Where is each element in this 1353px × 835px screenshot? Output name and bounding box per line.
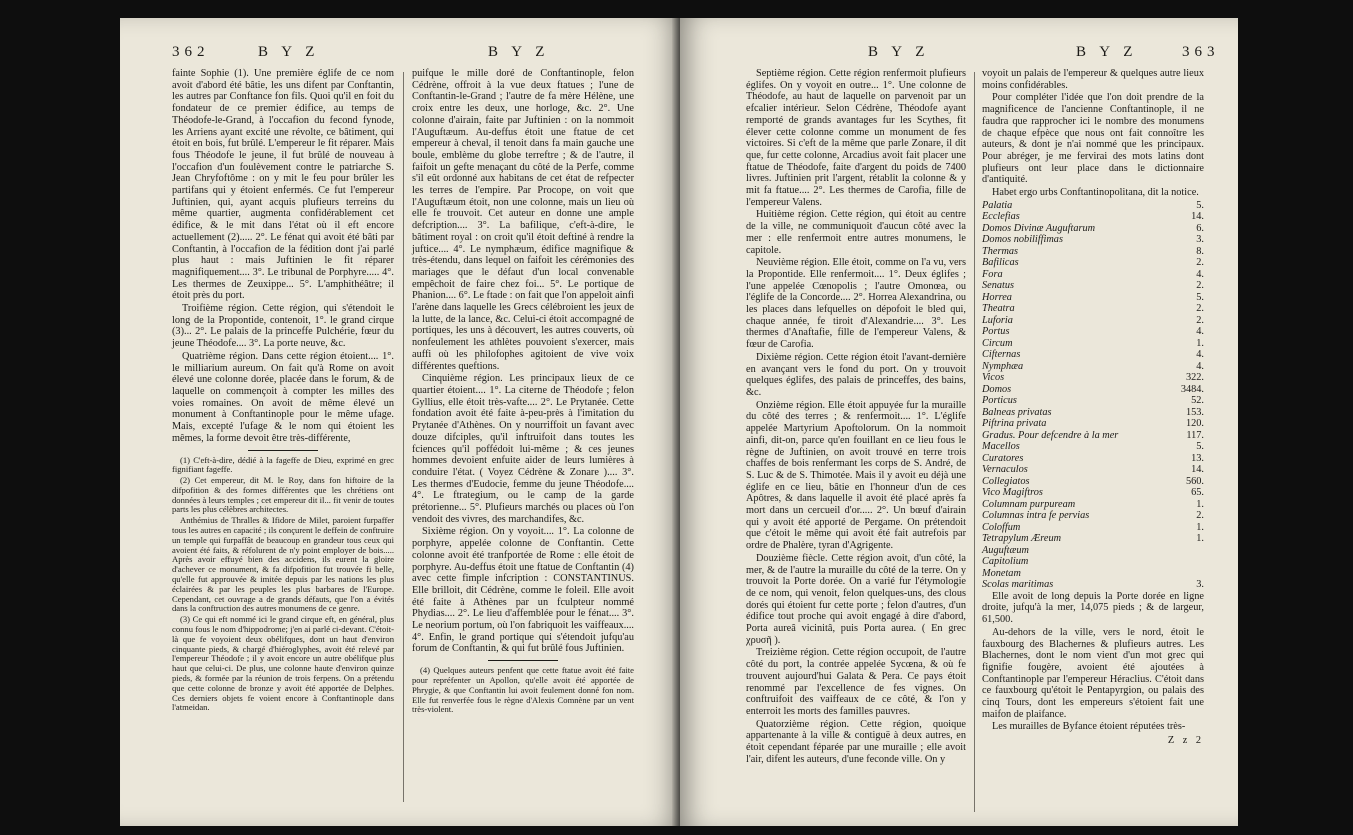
- left-column-2: [412, 68, 634, 716]
- notice-row: [982, 246, 1204, 258]
- notice-label: Piftrina privata: [982, 418, 1047, 430]
- paragraph: Anthémius de Thralles & Ifidore de Milet, paroient furpaffer tous les autres en capacité ; ils conçurent le deffein de conftruire un temple qui furpaffât de beaucoup en grandeur tous ceux qui avoient été faits, & réfolurent de n'y point employer de bois..... Après avoir effuyé bien des accidens, ils eurent la gloire d'achever ce monument, & fa difpofition fut trouvée fi belle, qu'elle fut approuvée & imitée depuis par les nations les plus éclairées & par les peuples les plus barbares de l'Europe. Cependant, cet ouvrage a de grands défauts, que l'on a évités dans la conftruction des autres monumens de ce genre.: [172, 515, 394, 614]
- notice-row: [982, 568, 1204, 580]
- paragraph: Dixième région. Cette région étoit l'avant-dernière en avançant vers le fond du port. On y trouvoit quelques églifes, des palais de princeffes, des bains, &c.: [746, 351, 966, 398]
- paragraph: Treizième région. Cette région occupoit, de l'autre côté du port, la contrée appelée Sycœna, & où fe trouvent aujourd'hui Galata & Pera. Ce pays étoit renommé par l'excellence de fes vignes. On conftruifoit des vaiffeaux de ce côté, & l'on y enterroit les morts des familles pauvres.: [746, 647, 966, 717]
- notice-row: [982, 545, 1204, 557]
- page-number: 362: [172, 44, 210, 60]
- notice-count: 5.: [1196, 291, 1204, 303]
- notice-row: [982, 476, 1204, 488]
- left-page: [120, 18, 680, 826]
- notice-count: 560.: [1185, 475, 1204, 487]
- notice-row: [982, 418, 1204, 430]
- notice-row: [982, 395, 1204, 407]
- notice-label: Palatia: [982, 199, 1013, 211]
- notice-count: 5.: [1196, 199, 1204, 211]
- notice-label: Balneas privatas: [982, 406, 1052, 418]
- notice-count: 3.: [1196, 579, 1204, 591]
- running-header: B Y Z: [488, 44, 550, 60]
- notice-row: [982, 499, 1204, 511]
- paragraph: Onzième région. Elle étoit appuyée fur la muraille du côté des terres ; & renfermoit.... 1°. L'églife appelée Martyrium Apoftolorum. On la nommoit ainfi, dit-on, parce qu'en fouillant en ce lieu fous le règne de Juftinien, on avoit trouvé en terre trois chaffes de bois renfermant les corps de S. André, de S. Luc & de S. Thimotée. Mais il y avoit eu déjà une églife en ce lieu, bâtie en l'honneur d'un de ces Apôtres, & dans laquelle il avoit été placé après fa mort dans un cercueil d'or..... 2°. Un bœuf d'airain qui y avoit été apporté de Pergame. On prétendoit que c'étoit le même qui avoit été fait autrefois par ordre de Phalère, tyran d'Agrigente.: [746, 399, 966, 552]
- notice-row: [982, 579, 1204, 591]
- running-header: B Y Z: [1076, 44, 1138, 60]
- notice-row: [982, 223, 1204, 235]
- paragraph: Septième région. Cette région renfermoit plufieurs églifes. On y voyoit en outre... 1°. Une colonne de Théodofe, au haut de laquelle on parvenoit par un efcalier intérieur. Selon Cédrène, Théodofe ayant remporté de grands avantages fur les Scythes, fit élever cette colonne comme un monument de fes victoires. Si c'eft de la même que parle Zonare, il dit que, fur cette colonne, Arcadius avoit fait placer une ftatue de Théodofe, faite d'argent du poids de 7400 livres. Juftinien prit l'argent, rétablit la colonne & y mit fa ftatue.... 2°. Les thermes de Carofia, fille de l'empereur Valens.: [746, 68, 966, 208]
- notice-row: [982, 326, 1204, 338]
- notice-count: 2.: [1196, 314, 1204, 326]
- notice-count: 8.: [1196, 245, 1204, 257]
- paragraph: Pour compléter l'idée que l'on doit prendre de la magnificence de l'ancienne Conftantinople, il ne faudra que rapprocher ici le nombre des monumens de chaque efpèce que nous ont fait connoître les auteurs, & dont je n'ai nommé que les principaux. Pour abréger, je me fervirai des mots latins dont plufieurs ont leur place dans le dictionnaire d'antiquité.: [982, 92, 1204, 186]
- notice-label: Scolas maritimas: [982, 579, 1054, 591]
- notice-row: [982, 464, 1204, 476]
- notice-row: [982, 430, 1204, 442]
- notice-count: 120.: [1185, 418, 1204, 430]
- notice-count: 322.: [1185, 372, 1204, 384]
- notice-label: Senatus: [982, 280, 1015, 292]
- notice-row: [982, 384, 1204, 396]
- notice-label: Capitolium: [982, 556, 1029, 568]
- left-column-1: [172, 68, 394, 714]
- notice-row: [982, 211, 1204, 223]
- notice-count: 1.: [1196, 521, 1204, 533]
- notice-count: 52.: [1191, 395, 1204, 407]
- paragraph: puifque le mille doré de Conftantinople, felon Cédrène, offroit à la vue deux ftatues ; l'une de Conftantin-le-Grand ; l'autre de fa mère Hélène, une croix entre les deux, une horloge, &c. 2°. Une colonne d'airain, faite par Juftinien : on la nommoit l'Auguftæum. Au-deffus étoit une ftatue de cet empereur à cheval, il tenoit dans fa main gauche une boule, emblème du globe terreftre ; & de l'autre, il faifoit un gefte menaçant du côté de la Perfe, comme s'il eût ordonné aux habitans de cet état de refpecter les terres de l'empire. Par Procope, on voit que l'Auguftæum étoit, non une colonne, mais un lieu où elle fe trouvoit. Cet auteur en donne une ample defcription.... 3°. La bafilique, c'eft-à-dire, le bâtiment royal : on croit qu'il étoit deftiné à rendre la juftice.... 4°. Le nymphæum, édifice magnifique & très-étendu, dans lequel on faifoit les cérémonies des mariages que le défaut d'un local convenable empêchoit de faire chez foi... 5°. Le portique de Phanion.... 6°. Le ftade : on fait que l'on appeloit ainfi l'arène dans laquelle les Grecs célébroient les jeux de la lutte, de la lance, &c. Celui-ci étoit accompagné de portiques, les uns à découvert, les autres couverts, où nonfeulement les athlètes pouvoient s'exercer, mais auffi où les philofophes agitoient de vive voix différentes queftions.: [412, 68, 634, 372]
- notice-row: [982, 407, 1204, 419]
- notice-label: Coloffum: [982, 521, 1021, 533]
- paragraph: Cinquième région. Les principaux lieux de ce quartier étoient.... 1°. La citerne de Théodofe ; felon Gyllius, elle étoit très-vafte.... 2°. Le Prytanée. Cette fondation avoit été faite à-peu-près à l'imitation du Prytanée d'Athènes. On y nourriffoit un favant avec douze difciples, qu'il inftruifoit dans toutes les fciences qu'il poffédoit lui-même ; & ces jeunes hommes devoient enfuite aider de leurs lumières à conduire l'état. ( Voyez Cédrène & Zonare ).... 3°. Les thermes d'Eudocie, femme du jeune Théodofe.... 4°. Le ftrategium, ou le camp de la garde prétorienne... 5°. Plufieurs marchés ou places où l'on vendoit des vivres, des marchandifes, &c.: [412, 373, 634, 525]
- notice-row: [982, 200, 1204, 212]
- notice-row: [982, 234, 1204, 246]
- paragraph: Neuvième région. Elle étoit, comme on l'a vu, vers la Propontide. Elle renfermoit.... 1°. Deux églifes ; l'une appelée Cœnopolis ; l'autre Omonœa, ou l'églife de la Concorde.... 2°. Horrea Alexandrina, ou les places dans lefquelles on dépofoit le bled qui, chaque année, fe tiroit d'Alexandrie.... 3°. Les thermes d'Anaftafie, fille de l'empereur Valens, & fœur de Carofia.: [746, 257, 966, 351]
- footnote-rule: [488, 660, 558, 661]
- notice-count: 5.: [1196, 441, 1204, 453]
- notice-label: Gradus. Pour defcendre à la mer: [982, 429, 1119, 441]
- notice-table: [982, 200, 1204, 591]
- notice-label: Vico Magiftros: [982, 487, 1043, 499]
- notice-row: [982, 522, 1204, 534]
- paragraph: Douzième fiècle. Cette région avoit, d'un côté, la mer, & de l'autre la muraille du côté de la terre. On y trouvoit la Porte dorée. On a varié fur l'étymologie de ce nom, qui venoit, felon quelques-uns, des clous dorés qui étoient fur cette porte ; felon d'autres, d'un édifice tout proche qui avoit engagé à dire d'abord, Porta aureâ vicinitâ, puis Porta aurea. ( En grec χρυσῆ ).: [746, 552, 966, 646]
- notice-label: Nymphæa: [982, 360, 1024, 372]
- notice-label: Domos Divinæ Auguftarum: [982, 222, 1096, 234]
- column-rule: [974, 72, 975, 812]
- notice-label: Macellos: [982, 441, 1020, 453]
- notice-count: 65.: [1191, 487, 1204, 499]
- signature-mark: Z z 2: [1167, 735, 1204, 747]
- notice-label: Porticus: [982, 395, 1017, 407]
- paragraph: Quatorzième région. Cette région, quoique appartenante à la ville & contiguë à deux autres, en étoit cependant féparée par une muraille ; elle avoit l'air, difent les auteurs, d'une feconde ville. On y: [746, 718, 966, 765]
- footnote-rule: [248, 450, 318, 451]
- notice-count: 13.: [1191, 452, 1204, 464]
- notice-row: [982, 338, 1204, 350]
- notice-row: [982, 487, 1204, 499]
- paragraph: Au-dehors de la ville, vers le nord, étoit le fauxbourg des Blachernes & plufieurs autres. Les Blachernes, dont le nom vient d'un mot grec qui fignifie fougère, avoient été ajoutées à Conftantinople par l'empereur Héraclius. C'étoit dans ce fauxbourg qu'étoit le Pentapyrgion, ou palais des cinq Tours, dont les empereurs s'étoient fait une maifon de plaifance.: [982, 626, 1204, 720]
- notice-label: Auguftæum: [982, 544, 1029, 556]
- notice-count: [1164, 556, 1204, 568]
- notice-label: Cifternas: [982, 349, 1021, 361]
- right-page: [680, 18, 1238, 826]
- column-rule: [403, 72, 404, 802]
- notice-row: [982, 349, 1204, 361]
- paragraph: Elle avoit de long depuis la Porte dorée en ligne droite, jufqu'à la mer, 14,075 pieds ; & de largeur, 61,500.: [982, 590, 1204, 626]
- notice-count: 14.: [1191, 464, 1204, 476]
- notice-row: [982, 533, 1204, 545]
- paragraph: (3) Ce qui eft nommé ici le grand cirque eft, en général, plus connu fous le nom d'hippodrome; j'en ai parlé ci-devant. C'étoit-là que fe voyoient deux obélifques, dont un haut d'environ cinquante pieds, & chargé d'hiéroglyphes, avoit été relevé par l'empereur Théodofe ; il y avoit encore un autre obélifque plus haut que celui-ci. De plus, une colonne haute d'environ quinze pieds, & formée par la réunion de trois ferpens. On a prétendu que cette colonne de bronze y avoit été apportée de Delphes. Ces derniers objets fe voient encore à Conftantinople dans l'atmeidan.: [172, 614, 394, 713]
- right-column-1: [746, 68, 966, 766]
- notice-count: 4.: [1196, 268, 1204, 280]
- notice-count: 2.: [1196, 257, 1204, 269]
- paragraph: Habet ergo urbs Conftantinopolitana, dit la notice.: [992, 187, 1199, 199]
- notice-count: 1.: [1196, 337, 1204, 349]
- notice-row: [982, 556, 1204, 568]
- notice-label: Columnas intra fe pervias: [982, 510, 1090, 522]
- paragraph: Troifième région. Cette région, qui s'étendoit le long de la Propontide, contenoit, 1°. le grand cirque (3)... 2°. Le palais de la princeffe Pulchérie, fœur du jeune Théodofe.... 3°. La porte neuve, &c.: [172, 303, 394, 350]
- notice-label: Ecclefias: [982, 211, 1020, 223]
- notice-label: Domos: [982, 383, 1012, 395]
- right-column-2: [982, 68, 1204, 747]
- notice-row: [982, 280, 1204, 292]
- notice-count: 2.: [1196, 510, 1204, 522]
- paragraph: voyoit un palais de l'empereur & quelques autre lieux moins confidérables.: [982, 68, 1204, 91]
- notice-row: [982, 372, 1204, 384]
- paragraph: (1) C'eft-à-dire, dédié à la fageffe de Dieu, exprimé en grec fignifiant fageffe.: [172, 454, 394, 475]
- notice-row: [982, 315, 1204, 327]
- page-number: 363: [1182, 44, 1220, 60]
- notice-row: [982, 292, 1204, 304]
- notice-label: Tetrapylum Æreum: [982, 533, 1062, 545]
- notice-row: [982, 510, 1204, 522]
- notice-label: Portus: [982, 326, 1010, 338]
- paragraph: Quatrième région. Dans cette région étoient.... 1°. le milliarium aureum. On fait qu'à Rome on avoit élevé une colonne dorée, placée dans le forum, & de laquelle on commençoit à compter les milles des voies romaines. On avoit de même élevé un monument à Conftantinople pour le même ufage. Mais, excepté l'ufage & le nom qui étoient les mêmes, la forme devoit être très-différente,: [172, 350, 394, 444]
- running-header: B Y Z: [258, 44, 320, 60]
- notice-count: 153.: [1185, 406, 1204, 418]
- notice-count: [1164, 545, 1204, 557]
- notice-count: 3484.: [1180, 383, 1204, 395]
- notice-row: [982, 257, 1204, 269]
- notice-count: 6.: [1196, 222, 1204, 234]
- notice-row: [982, 269, 1204, 281]
- paragraph: (4) Quelques auteurs penfent que cette ftatue avoit été faite pour repréfenter un Apollon, qu'elle avoit été apportée de Phrygie, & que Conftantin lui avoit feulement donné fon nom. Elle fut renverfée fous le règne d'Alexis Comnène par un vent très-violent.: [412, 665, 634, 715]
- notice-count: 4.: [1196, 326, 1204, 338]
- notice-row: [982, 303, 1204, 315]
- notice-count: 4.: [1196, 360, 1204, 372]
- notice-row: [982, 453, 1204, 465]
- paragraph: Les murailles de Byfance étoient réputées très-: [992, 721, 1186, 733]
- notice-label: Bafilicas: [982, 257, 1019, 269]
- notice-label: Fora: [982, 268, 1003, 280]
- notice-count: 3.: [1196, 234, 1204, 246]
- paragraph: Sixième région. On y voyoit.... 1°. La colonne de porphyre, appelée colonne de Conftantin. Cette colonne avoit été tranfportée de Rome : elle étoit de porphyre. Au-deffus étoit une ftatue de Conftantin (4) avec cette fimple infcription : CONSTANTINUS. Elle brilloit, dit Cédrène, comme le foleil. Elle avoit été faite à Athènes par un fculpteur nommé Phydias.... 2°. Le lieu d'affemblée pour le fénat.... 3°. Le neorium portum, où l'on fabriquoit les vaiffeaux.... 4°. Enfin, le grand portique qui s'étendoit jufqu'au forum de Conftantin, & qui fut brûlé fous Juftinien.: [412, 526, 634, 655]
- notice-count: 117.: [1186, 429, 1204, 441]
- paragraph: Huitième région. Cette région, qui étoit au centre de la ville, ne communiquoit d'aucun côté avec la mer : elle renfermoit entre autres monumens, le capitole.: [746, 209, 966, 256]
- notice-label: Thermas: [982, 245, 1019, 257]
- notice-row: [982, 441, 1204, 453]
- paragraph: fainte Sophie (1). Une première églife de ce nom avoit d'abord été bâtie, les uns difent par Conftantin, les autres par Conftance fon fils. Quoi qu'il en foit du fondateur de ce premier édifice, au temps de Théodofe-le-Grand, à l'occafion du fecond fynode, les Arriens ayant excité une révolte, ce bâtiment, qui étoit en bois, fut brûlé. L'empereur le fit réparer. Mais fous Théodofe le jeune, il fut brûlé de nouveau à l'occafion d'un foulèvement contre le patriarche S. Jean Chryfoftôme : on y mit le feu pour brûler les partifans qui y étoient enfermés. Ce fut l'empereur Juftinien, qui, ayant acquis plufieurs terreins du même quartier, augmenta confidérablement cet édifice, & le mit dans l'état où il eft encore actuellement (2)..... 2°. Le fénat qui avoit été bâti par Conftantin, à l'occafion de la fédition dont j'ai parlé plus haut : mais Juftinien le fit réparer magnifiquement.... 3°. Le tribunal de Porphyre..... 4°. Les thermes de Zeuxippe... 5°. L'amphithéâtre; il étoit près du port.: [172, 68, 394, 302]
- notice-label: Domos nobiliffimas: [982, 234, 1063, 246]
- notice-label: Luforia: [982, 314, 1013, 326]
- notice-count: 2.: [1196, 280, 1204, 292]
- notice-label: Vicos: [982, 372, 1005, 384]
- notice-count: [1164, 568, 1204, 580]
- notice-row: [982, 361, 1204, 373]
- notice-label: Curatores: [982, 452, 1024, 464]
- notice-count: 1.: [1196, 533, 1204, 545]
- notice-label: Collegiatos: [982, 475, 1030, 487]
- notice-label: Vernaculos: [982, 464, 1028, 476]
- running-header: B Y Z: [868, 44, 930, 60]
- notice-count: 14.: [1191, 211, 1204, 223]
- paragraph: (2) Cet empereur, dit M. le Roy, dans fon hiftoire de la difpofition & des formes différentes que les chrétiens ont données à leurs temples ; cet empereur dit il... fit venir de toutes parts les plus célèbres architectes.: [172, 475, 394, 515]
- notice-count: 4.: [1196, 349, 1204, 361]
- notice-label: Horrea: [982, 291, 1012, 303]
- notice-count: 2.: [1196, 303, 1204, 315]
- notice-label: Theatra: [982, 303, 1015, 315]
- notice-label: Monetam: [982, 567, 1021, 579]
- notice-label: Columnam purpuream: [982, 498, 1076, 510]
- notice-label: Circum: [982, 337, 1013, 349]
- open-book: [120, 18, 1238, 826]
- notice-count: 1.: [1196, 498, 1204, 510]
